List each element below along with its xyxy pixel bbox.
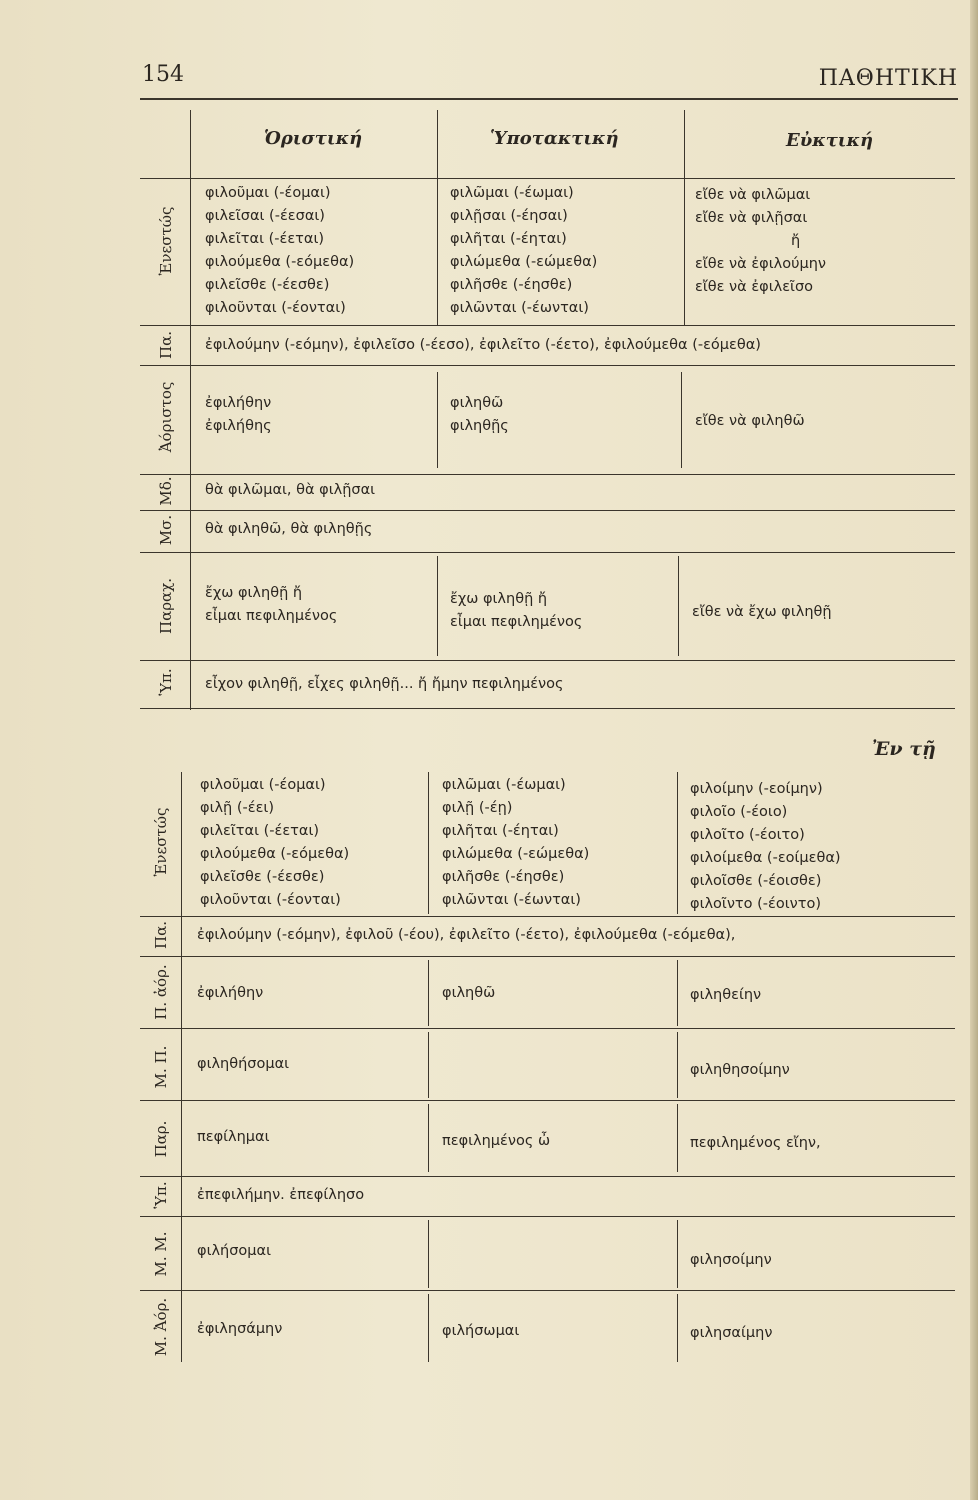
col-divider	[677, 772, 678, 914]
row-label-mellon-p: Μ. Π.	[152, 1045, 170, 1089]
label-column-border	[181, 772, 182, 1362]
enestos-2-optative: φιλοίμην (-εοίμην) φιλοῖο (-έοιο) φιλοῖτο (-έοιτο) φιλοίμεθα (-εοίμεθα) φιλοῖσθε (-έοισθε) φιλοῖντο (-έοιντο)	[690, 781, 841, 912]
row-label-enestos: Ἐνεστώς	[157, 206, 175, 276]
row-rule	[140, 1290, 955, 1291]
column-header-indicative: Ὁριστική	[264, 128, 363, 149]
column-header-optative: Εὐκτική	[786, 130, 874, 151]
section-title: Ἐν τῇ	[872, 738, 936, 760]
row-label-parakeimenos-2: Παρ.	[152, 1120, 170, 1158]
parakeimenos-2-subjunctive: πεφιλημένος ὦ	[442, 1133, 551, 1149]
col-divider	[437, 110, 438, 325]
page-number: 154	[142, 62, 184, 87]
running-title: ΠΑΘΗΤΙΚΗ	[818, 66, 958, 91]
col-divider	[428, 1294, 429, 1362]
row-label-mellon-d: Μδ.	[157, 476, 175, 506]
row-label-aoristos: Ἀόριστος	[157, 381, 175, 453]
parakeimenos-2-optative: πεφιλημένος εἴην,	[690, 1135, 821, 1151]
col-divider	[681, 372, 682, 468]
row-rule	[140, 474, 955, 475]
paratatikos-2-forms: ἐφιλούμην (-εόμην), ἐφιλοῦ (-έου), ἐφιλεῖτο (-έετο), ἐφιλούμεθα (-εόμεθα),	[197, 927, 736, 943]
header-rule	[140, 98, 958, 100]
col-divider	[428, 772, 429, 914]
enestos-subjunctive: φιλῶμαι (-έωμαι) φιλῇσαι (-έησαι) φιλῆται (-έηται) φιλώμεθα (-εώμεθα) φιλῆσθε (-έησθε) φιλῶνται (-έωνται)	[450, 185, 598, 316]
col-divider	[437, 372, 438, 468]
col-divider	[428, 960, 429, 1026]
paratatikos-forms: ἐφιλούμην (-εόμην), ἐφιλεῖσο (-έεσο), ἐφιλεῖτο (-έετο), ἐφιλούμεθα (-εόμεθα)	[205, 337, 761, 353]
row-rule	[140, 1216, 955, 1217]
col-divider	[677, 960, 678, 1026]
row-label-enestos-2: Ἐνεστώς	[152, 807, 170, 877]
ypersyntelikos-2-forms: ἐπεφιλήμην. ἐπεφίλησο	[197, 1187, 365, 1203]
row-label-paratatikos-2: Πα.	[152, 921, 170, 949]
enestos-2-indicative: φιλοῦμαι (-έομαι) φιλῇ (-έει) φιλεῖται (-έεται) φιλούμεθα (-εόμεθα) φιλεῖσθε (-έεσθε) φιλοῦνται (-έονται)	[200, 777, 350, 908]
parakeimenos-indicative: ἔχω φιληθῇ ἤ εἶμαι πεφιλημένος	[205, 585, 338, 624]
row-label-ypersyntelikos: Ὑπ.	[157, 668, 175, 696]
aoristos-2-optative: φιληθείην	[690, 987, 762, 1003]
row-rule	[140, 660, 955, 661]
row-label-mellon-m: Μ. Μ.	[152, 1231, 170, 1277]
row-label-parakeimenos: Παραχ.	[157, 578, 175, 635]
row-label-aoristos-2: Π. ἀόρ.	[152, 964, 170, 1020]
enestos-2-subjunctive: φιλῶμαι (-έωμαι) φιλῇ (-έῃ) φιλῆται (-έηται) φιλώμεθα (-εώμεθα) φιλῆσθε (-έησθε) φιλῶνται (-έωνται)	[442, 777, 590, 908]
aoristos-subjunctive: φιληθῶ φιληθῇς	[450, 395, 509, 434]
row-label-mellon-s: Μσ.	[157, 514, 175, 546]
row-label-ypersyntelikos-2: Ὑπ.	[152, 1181, 170, 1209]
row-rule	[140, 510, 955, 511]
row-rule	[140, 708, 955, 709]
col-divider	[678, 556, 679, 656]
col-divider	[428, 1220, 429, 1288]
column-header-subjunctive: Ὑποτακτική	[490, 128, 619, 149]
col-divider	[677, 1220, 678, 1288]
row-rule	[140, 552, 955, 553]
mellon-m-indicative: φιλήσομαι	[197, 1243, 271, 1259]
row-rule	[140, 1176, 955, 1177]
parakeimenos-2-indicative: πεφίλημαι	[197, 1129, 270, 1145]
page-edge	[970, 0, 978, 1500]
aoristos-m-indicative: ἐφιλησάμην	[197, 1321, 283, 1337]
col-divider	[677, 1294, 678, 1362]
mellon-p-optative: φιληθησοίμην	[690, 1062, 790, 1078]
col-divider	[677, 1032, 678, 1098]
aoristos-indicative: ἐφιλήθην ἐφιλήθης	[205, 395, 272, 434]
mellon-m-optative: φιλησοίμην	[690, 1252, 772, 1268]
row-rule	[140, 178, 955, 179]
aoristos-2-subjunctive: φιληθῶ	[442, 985, 496, 1001]
parakeimenos-optative: εἴθε νὰ ἔχω φιληθῇ	[692, 604, 832, 620]
col-divider	[684, 110, 685, 325]
col-divider	[428, 1104, 429, 1172]
row-rule	[140, 956, 955, 957]
row-label-paratatikos: Πα.	[157, 331, 175, 359]
row-rule	[140, 1100, 955, 1101]
enestos-optative: εἴθε νὰ φιλῶμαι εἴθε νὰ φιλῇσαι ἤ εἴθε νὰ ἐφιλούμην εἴθε νὰ ἐφιλεῖσο	[695, 187, 826, 295]
col-divider	[677, 1104, 678, 1172]
mellon-s-forms: θὰ φιληθῶ, θὰ φιληθῇς	[205, 521, 373, 537]
row-rule	[140, 916, 955, 917]
aoristos-optative: εἴθε νὰ φιληθῶ	[695, 413, 805, 429]
col-divider	[428, 1032, 429, 1098]
aoristos-m-subjunctive: φιλήσωμαι	[442, 1323, 520, 1339]
parakeimenos-subjunctive: ἔχω φιληθῇ ἤ εἶμαι πεφιλημένος	[450, 591, 583, 630]
mellon-p-indicative: φιληθήσομαι	[197, 1056, 290, 1072]
col-divider	[437, 556, 438, 656]
mellon-d-forms: θὰ φιλῶμαι, θὰ φιλῇσαι	[205, 482, 376, 498]
enestos-indicative: φιλοῦμαι (-έομαι) φιλεῖσαι (-έεσαι) φιλεῖται (-έεται) φιλούμεθα (-εόμεθα) φιλεῖσθε (-έεσθε) φιλοῦνται (-έονται)	[205, 185, 355, 316]
aoristos-2-indicative: ἐφιλήθην	[197, 985, 264, 1001]
aoristos-m-optative: φιλησαίμην	[690, 1325, 773, 1341]
row-rule	[140, 1028, 955, 1029]
ypersyntelikos-forms: εἶχον φιληθῇ, εἶχες φιληθῇ... ἤ ἤμην πεφιλημένος	[205, 676, 564, 692]
row-label-aoristos-m: Μ. Ἀόρ.	[152, 1297, 170, 1357]
row-rule	[140, 325, 955, 326]
label-column-border	[190, 110, 191, 710]
row-rule	[140, 365, 955, 366]
